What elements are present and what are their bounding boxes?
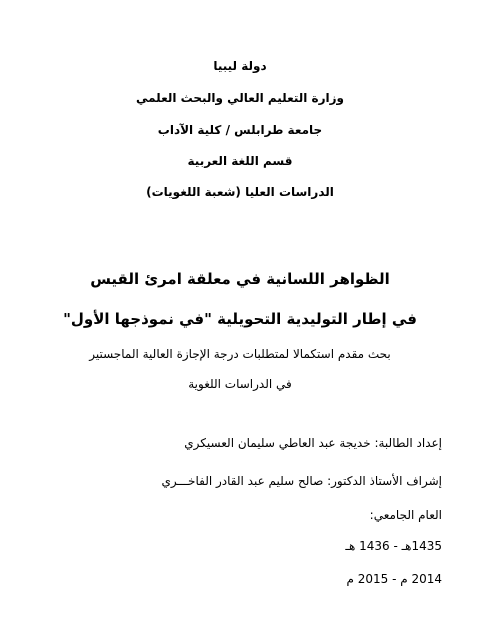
supervisor-name: إشراف الأستاذ الدكتور: صالح سليم عبد القادر الفاخـــري [161, 474, 442, 488]
thesis-subtitle-line2: في الدراسات اللغوية [188, 377, 292, 391]
thesis-title-line2: في إطار التوليدية التحويلية "في نموذجها الأول" [63, 310, 417, 328]
header-country: دولة ليبيا [213, 59, 267, 73]
thesis-subtitle-line1: بحث مقدم استكمالا لمتطلبات درجة الإجازة العالية الماجستير [89, 347, 391, 361]
student-name: إعداد الطالبة: خديجة عبد العاطي سليمان العسيكري [184, 436, 442, 450]
header-university: جامعة طرابلس / كلية الآداب [157, 123, 323, 137]
academic-year-label: العام الجامعي: [369, 508, 442, 522]
academic-year-gregorian: 2014 م - 2015 م [346, 572, 442, 586]
academic-year-hijri: 1435هـ - 1436 هـ [345, 539, 442, 553]
header-ministry: وزارة التعليم العالي والبحث العلمي [135, 91, 345, 105]
thesis-title-line1: الظواهر اللسانية في معلقة امرئ القيس [90, 270, 390, 288]
header-department: قسم اللغة العربية [187, 154, 293, 168]
header-studies: الدراسات العليا (شعبة اللغويات) [146, 185, 334, 199]
